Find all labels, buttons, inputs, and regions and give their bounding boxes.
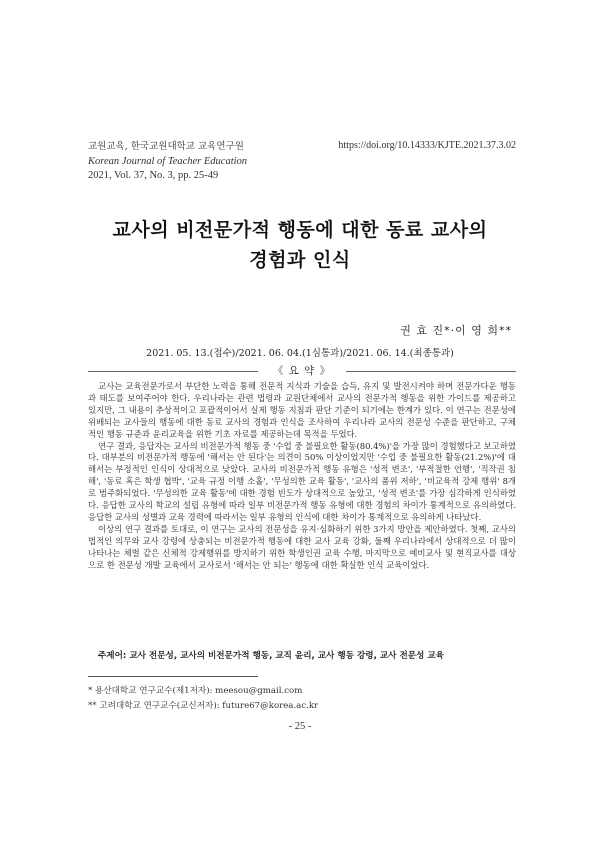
keywords: 주제어: 교사 전문성, 교사의 비전문가적 행동, 교직 윤리, 교사 행동 강령, 교사 전문성 교육: [98, 651, 444, 661]
journal-name-english: Korean Journal of Teacher Education: [88, 155, 248, 167]
authors: 권 효 진*·이 영 희**: [400, 324, 512, 337]
journal-volume: 2021, Vol. 37, No. 3, pp. 25-49: [88, 170, 219, 181]
journal-header: [88, 140, 247, 184]
paper-title: [60, 215, 540, 275]
journal-name-korean: 교원교육, 한국교원대학교 교육연구원: [88, 141, 244, 152]
doi-link[interactable]: https://doi.org/10.14333/KJTE.2021.37.3.02: [338, 140, 516, 151]
page-number: - 25 -: [288, 721, 312, 732]
abstract-body: [88, 381, 516, 572]
abstract-heading: [88, 363, 516, 379]
abstract-paragraph-2: 연구 결과, 응답자는 교사의 비전문가적 행동 중 '수업 중 불필요한 활동(80.4%)'을 가장 많이 경험했다고 보고하였다. 대부분의 비전문가적 행동에 '해서는 안 된다'는 의견이 50% 이상이었지만 '수업 중 불필요한 활동(21.2%)'에 대해서는 부정적인 인식이 상대적으로 낮았다. 교사의 비전문가적 행동 유형은 '성적 변조', '부적절한 언행', '직작권 침해', '동료 혹은 학생 협박', '교육 규정 이행 소홀', '무성의한 교육 활동', '교사의 품위 저하', '비교육적 강제 행위' 8개로 범주화되었다. '무성의한 교육 활동'에 대한 경험 빈도가 상대적으로 높았고, '성적 변조'를 가장 심각하게 인식하였다. 응답한 교사의 학교의 설립 유형에 따라 일부 비전문가적 행동 유형에 대한 경험의 차이가 통계적으로 유의하였다. 응답한 교사의 성별과 교육 경력에 따라서는 일부 유형의 인식에 대한 차이가 통계적으로 유의하게 나타났다.: [88, 440, 516, 522]
footnote-rule: [88, 676, 258, 677]
abstract-rule-right: [346, 371, 516, 372]
abstract-label: 《 요 약 》: [272, 365, 332, 377]
abstract-paragraph-3: 이상의 연구 결과를 토대로, 이 연구는 교사의 전문성을 유지·심화하기 위한 3가지 방안을 제안하였다. 첫째, 교사의 법적인 의무와 교사 강령에 상충되는 비전문가적 행동에 대한 교사 교육 강화, 둘째 우리나라에서 상대적으로 더 많이 나타나는 체벌 같은 신체적 강제행위를 방지하기 위한 학생인권 교육 수행, 마지막으로 예비교사 및 현직교사를 대상으로 한 전문성 개발 교육에서 교사로서 '해서는 안 되는' 행동에 대한 확실한 인식 교육이었다.: [88, 523, 516, 570]
footnote-first-author: * 용산대학교 연구교수(제1저자): meesou@gmail.com: [88, 686, 303, 696]
footnote-corresponding-author: ** 고려대학교 연구교수(교신저자): future67@korea.ac.kr: [88, 701, 319, 711]
abstract-paragraph-1: 교사는 교육전문가로서 부단한 노력을 통해 전문적 지식과 기술을 습득, 유지 및 발전시켜야 하며 전문가다운 행동과 태도를 보여주어야 한다. 우리나라는 관련 법령과 교원단체에서 교사의 전문가적 행동을 위한 가이드를 제공하고 있지만, 그 내용이 추상적이고 포괄적이어서 실제 행동 지침과 판단 기준이 되기에는 한계가 있다. 이 연구는 전문성에 위배되는 교사들의 행동에 대한 동료 교사의 경험과 인식을 조사하여 우리나라 교사의 전문성 수준을 판단하고, 구체적인 행동 규준과 윤리교육을 위한 기초 자료를 제공하는데 목적을 두었다.: [88, 381, 516, 439]
title-line-2: 경험과 인식: [249, 249, 351, 271]
title-line-1: 교사의 비전문가적 행동에 대한 동료 교사의: [112, 219, 488, 241]
submission-dates: 2021. 05. 13.(접수)/2021. 06. 04.(1심통과)/2021. 06. 14.(최종통과): [146, 348, 454, 359]
